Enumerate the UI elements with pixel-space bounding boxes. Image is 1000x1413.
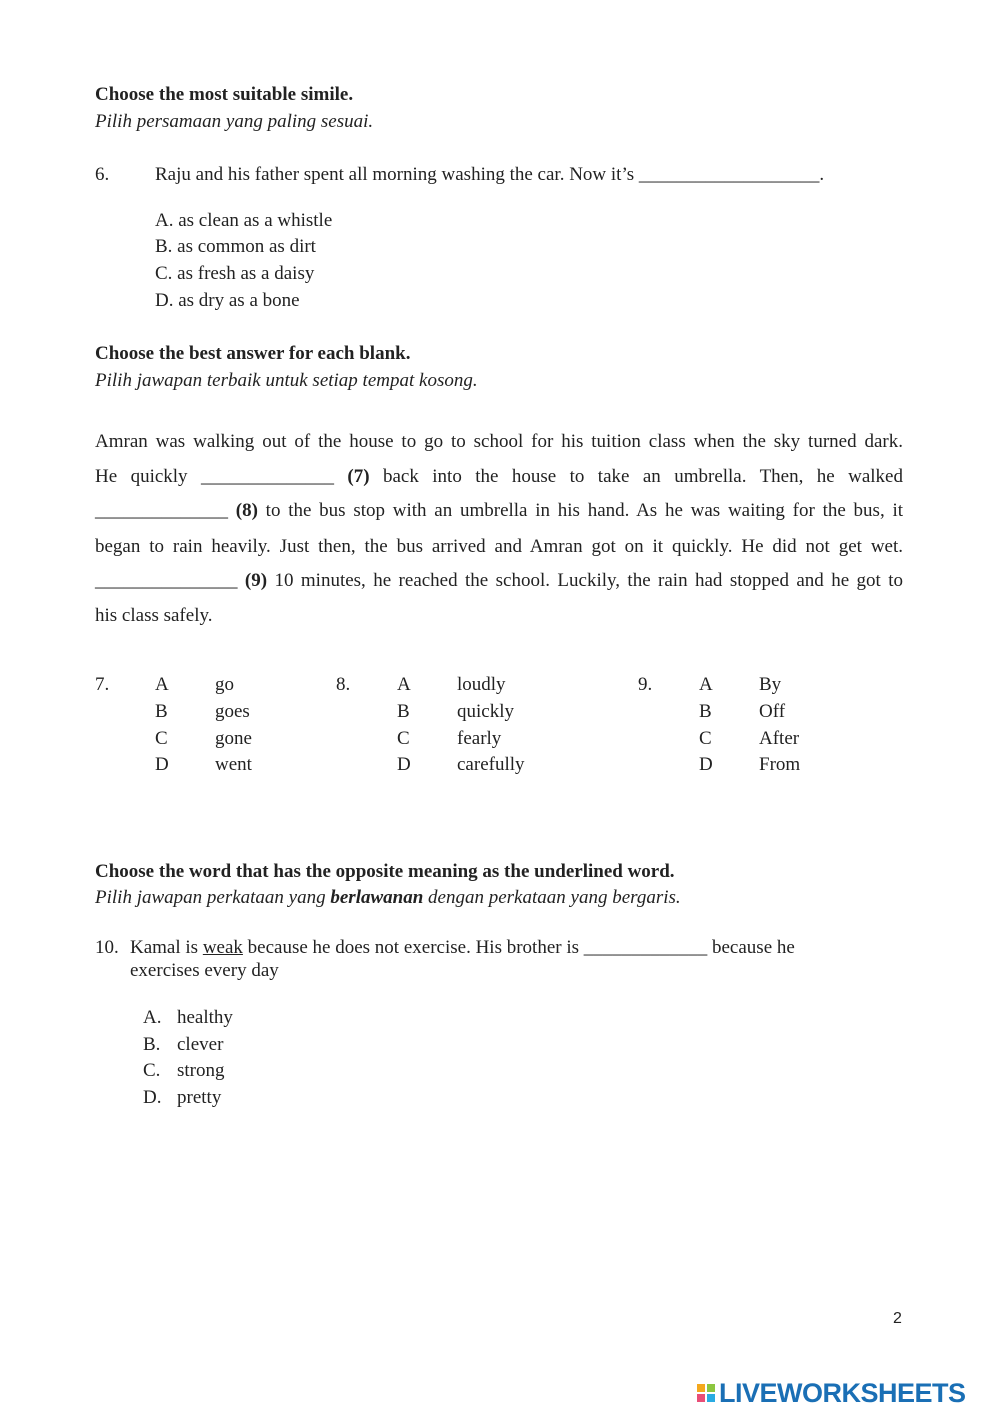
question-9-answer-b[interactable]: Off	[759, 701, 786, 722]
question-10-option-c-text[interactable]: strong	[177, 1060, 225, 1081]
question-10-option-d-text[interactable]: pretty	[177, 1087, 222, 1108]
section2-subheading: Pilih jawapan terbaik untuk setiap tempat kosong.	[95, 370, 478, 391]
question-9-number: 9.	[638, 674, 653, 695]
question-8-letter-c[interactable]: C	[397, 728, 410, 749]
passage-line-3: ______________ (8) to the bus stop with an umbrella in his hand. As he was waiting for the bus, it	[95, 500, 904, 521]
underlined-word: weak	[202, 937, 243, 958]
logo-square-2	[707, 1384, 715, 1392]
question-10-option-a-text[interactable]: healthy	[177, 1007, 233, 1028]
question-6-option-c[interactable]: C. as fresh as a daisy	[155, 263, 315, 284]
section3-heading: Choose the word that has the opposite meaning as the underlined word.	[95, 861, 675, 882]
section1-subheading: Pilih persamaan yang paling sesuai.	[95, 111, 374, 132]
passage-line-1: Amran was walking out of the house to go to school for his tuition class when the sky turned dark.	[95, 431, 903, 452]
logo-text: LIVEWORKSHEETS	[719, 1377, 966, 1408]
section1-heading: Choose the most suitable simile.	[95, 84, 354, 105]
question-10-text-line-2: exercises every day	[130, 960, 279, 981]
question-7-letter-a[interactable]: A	[155, 674, 169, 695]
question-8-letter-a[interactable]: A	[397, 674, 411, 695]
question-8-answer-b[interactable]: quickly	[457, 701, 514, 722]
question-10-option-b-text[interactable]: clever	[177, 1034, 224, 1055]
question-8-letter-d[interactable]: D	[397, 754, 411, 775]
question-9-letter-b[interactable]: B	[699, 701, 712, 722]
question-6-number: 6.	[95, 164, 110, 185]
question-7-letter-b[interactable]: B	[155, 701, 168, 722]
question-7-number: 7.	[95, 674, 110, 695]
liveworksheets-logo-icon	[697, 1384, 715, 1402]
question-7-answer-b[interactable]: goes	[215, 701, 250, 722]
question-10-text: Kamal is weak because he does not exercise. His brother is _____________ because he	[130, 937, 795, 958]
question-8-number: 8.	[336, 674, 351, 695]
question-8-answer-a[interactable]: loudly	[457, 674, 506, 695]
question-10-number: 10.	[95, 937, 119, 958]
question-9-answer-d[interactable]: From	[759, 754, 801, 775]
question-9-letter-a[interactable]: A	[699, 674, 713, 695]
passage-line-2: He quickly ______________ (7) back into the house to take an umbrella. Then, he walked	[95, 466, 903, 487]
question-10-option-a-letter[interactable]: A.	[143, 1007, 162, 1028]
question-10-option-d-letter[interactable]: D.	[143, 1087, 162, 1108]
question-8-letter-b[interactable]: B	[397, 701, 410, 722]
logo-square-1	[697, 1384, 705, 1392]
page-number: 2	[893, 1310, 902, 1327]
question-7-answer-a[interactable]: go	[215, 674, 234, 695]
subheading-emphasis: berlawanan	[330, 887, 424, 908]
liveworksheets-logo[interactable]	[697, 1376, 966, 1410]
question-6-text: Raju and his father spent all morning washing the car. Now it’s ___________________.	[155, 164, 825, 185]
question-9-letter-c[interactable]: C	[699, 728, 712, 749]
question-6-option-a[interactable]: A. as clean as a whistle	[155, 210, 333, 231]
question-7-answer-c[interactable]: gone	[215, 728, 252, 749]
question-9-letter-d[interactable]: D	[699, 754, 713, 775]
question-6-option-b[interactable]: B. as common as dirt	[155, 236, 316, 257]
question-10-option-b-letter[interactable]: B.	[143, 1034, 161, 1055]
blank-8-label: (8)	[235, 500, 258, 521]
logo-square-3	[697, 1394, 705, 1402]
question-7-answer-d[interactable]: went	[215, 754, 252, 775]
section2-heading: Choose the best answer for each blank.	[95, 343, 411, 364]
question-8-answer-d[interactable]: carefully	[457, 754, 525, 775]
question-6-option-d[interactable]: D. as dry as a bone	[155, 290, 300, 311]
passage-line-6: his class safely.	[95, 605, 213, 626]
blank-7-label: (7)	[347, 466, 370, 487]
section3-subheading: Pilih jawapan perkataan yang berlawanan dengan perkataan yang bergaris.	[95, 887, 681, 908]
blank-9-label: (9)	[244, 570, 268, 591]
question-10-option-c-letter[interactable]: C.	[143, 1060, 161, 1081]
question-9-answer-c[interactable]: After	[759, 728, 800, 749]
passage-line-5: _______________ (9) 10 minutes, he reached the school. Luckily, the rain had stopped and he got to	[95, 570, 904, 591]
logo-square-4	[707, 1394, 715, 1402]
question-8-answer-c[interactable]: fearly	[457, 728, 502, 749]
question-7-letter-d[interactable]: D	[155, 754, 169, 775]
question-7-letter-c[interactable]: C	[155, 728, 168, 749]
passage-line-4: began to rain heavily. Just then, the bus arrived and Amran got on it quickly. He did not get wet.	[95, 536, 903, 557]
question-9-answer-a[interactable]: By	[759, 674, 782, 695]
